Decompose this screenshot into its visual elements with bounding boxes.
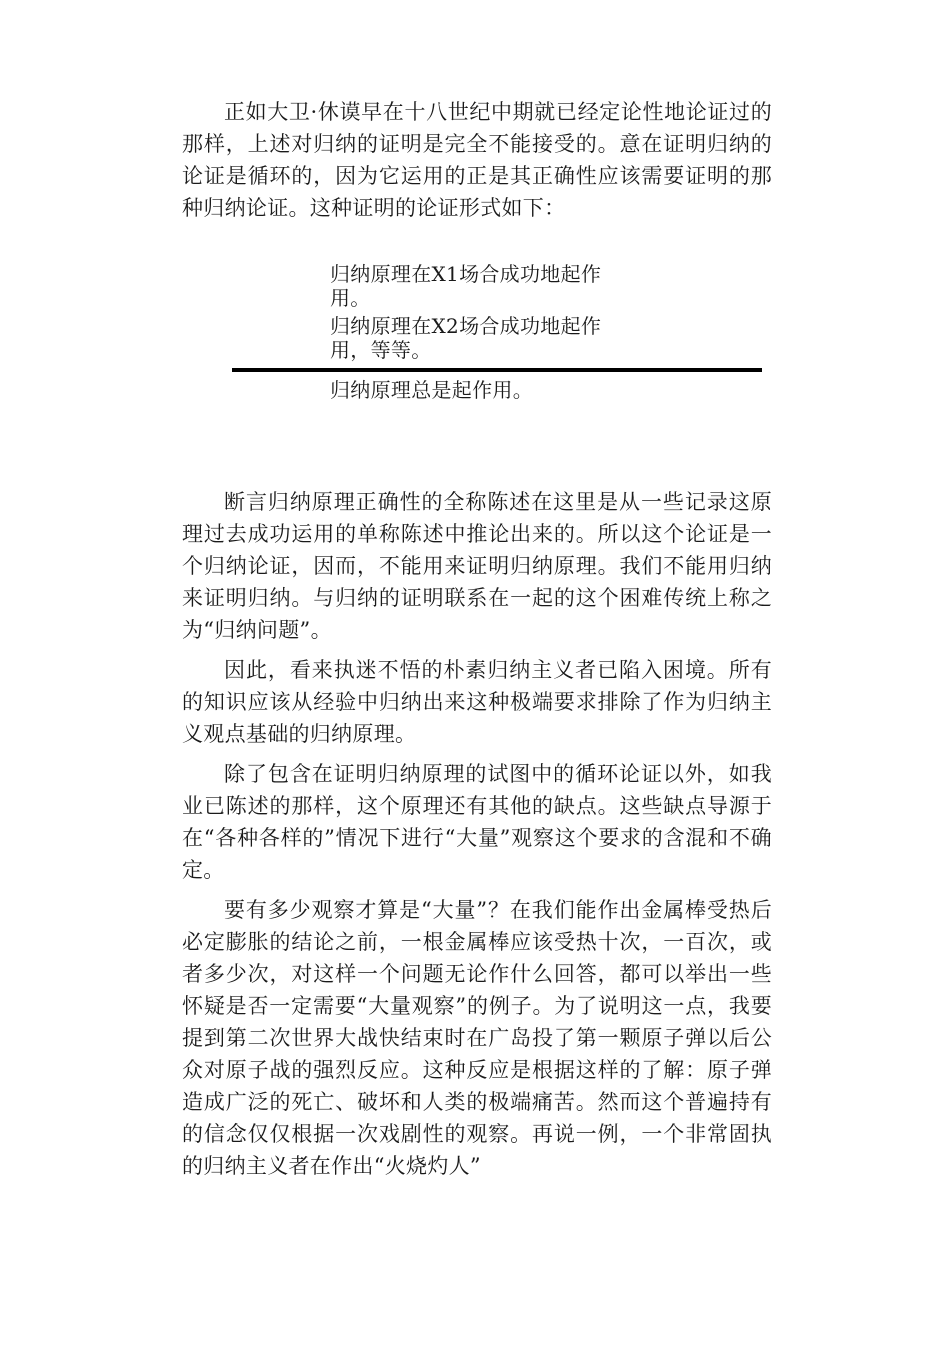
inference-line [232,368,762,372]
paragraph-hume-circularity: 正如大卫·休谟早在十八世纪中期就已经定论性地论证过的那样，上述对归纳的证明是完全不能接受的。意在证明归纳的论证是循环的，因为它运用的正是其正确性应该需要证明的那种归纳论证。这种证明的论证形式如下： [182,100,772,220]
premise-2: 归纳原理在X2场合成功地起作用，等等。 [330,314,602,362]
document-page [182,96,772,1190]
paragraph-naive-inductivist: 因此，看来执迷不悟的朴素归纳主义者已陷入困境。所有的知识应该从经验中归纳出来这种极端要求排除了作为归纳主义观点基础的归纳原理。 [182,658,772,746]
inductive-argument-schema [182,262,772,430]
argument-conclusion: 归纳原理总是起作用。 [330,378,533,402]
paragraph-large-number: 要有多少观察才算是“大量”？在我们能作出金属棒受热后必定膨胀的结论之前，一根金属棒应该受热十次，一百次，或者多少次，对这样一个问题无论作什么回答，都可以举出一些怀疑是否一定需要“大量观察”的例子。为了说明这一点，我要提到第二次世界大战快结束时在广岛投了第一颗原子弹以后公众对原子战的强烈反应。这种反应是根据这样的了解：原子弹造成广泛的死亡、破坏和人类的极端痛苦。然而这个普遍持有的信念仅仅根据一次戏剧性的观察。再说一例，一个非常固执的归纳主义者在作出“火烧灼人” [182,898,772,1178]
paragraph-other-defects: 除了包含在证明归纳原理的试图中的循环论证以外，如我业已陈述的那样，这个原理还有其他的缺点。这些缺点导源于在“各种各样的”情况下进行“大量”观察这个要求的含混和不确定。 [182,762,772,882]
body-text [182,486,772,1182]
premise-1: 归纳原理在X1场合成功地起作用。 [330,262,602,310]
paragraph-problem-of-induction: 断言归纳原理正确性的全称陈述在这里是从一些记录这原理过去成功运用的单称陈述中推论出来的。所以这个论证是一个归纳论证，因而，不能用来证明归纳原理。我们不能用归纳来证明归纳。与归纳的证明联系在一起的这个困难传统上称之为“归纳问题”。 [182,490,772,642]
argument-premises [330,262,630,366]
